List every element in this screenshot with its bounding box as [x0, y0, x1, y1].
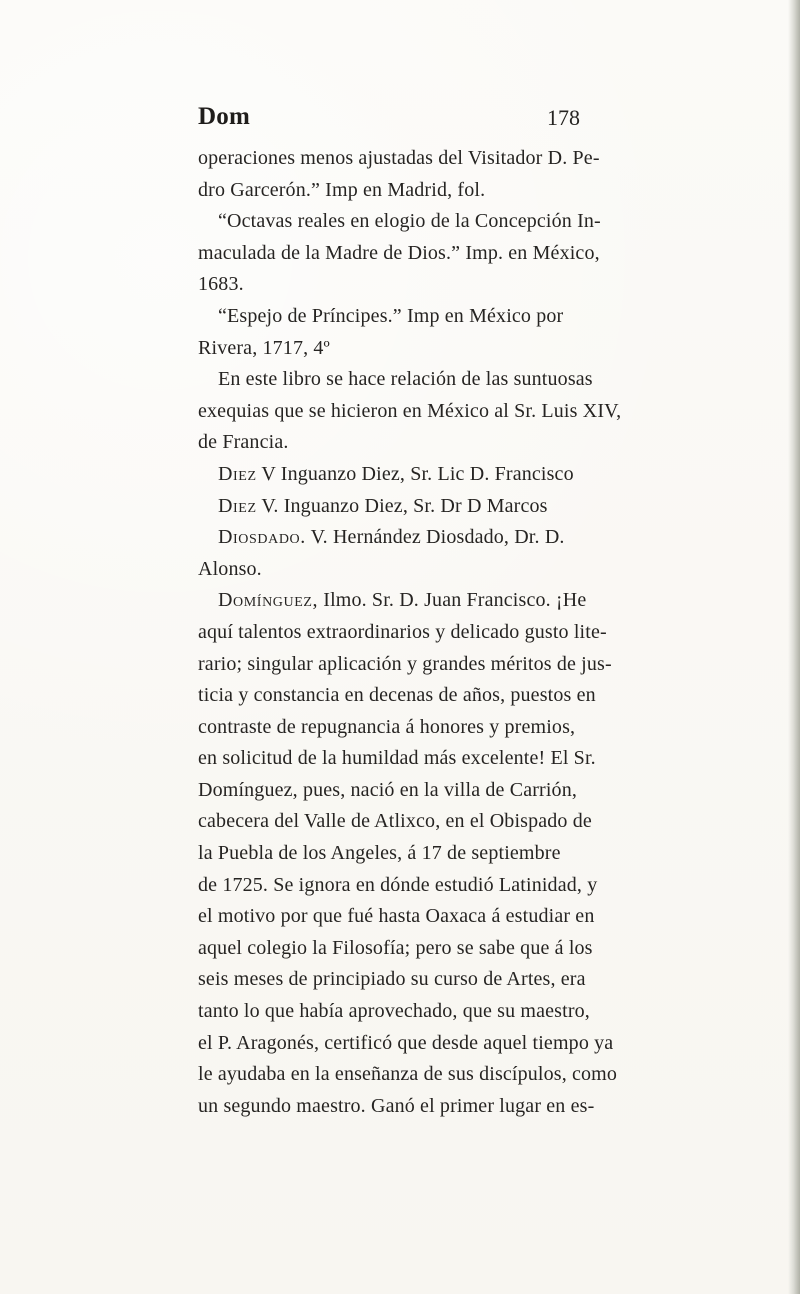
line-text: contraste de repugnancia á honores y premios, [198, 715, 576, 738]
line-text: aquí talentos extraordinarios y delicado gusto lite- [198, 620, 607, 643]
page-edge-shadow [788, 0, 800, 1294]
line-text: rario; singular aplicación y grandes méritos de jus- [198, 652, 612, 675]
entry-line [198, 459, 598, 491]
text-line [198, 933, 598, 965]
line-text: exequias que se hicieron en México al Sr. Luis XIV, [198, 399, 622, 422]
text-line [198, 1028, 614, 1060]
page-header [198, 103, 580, 143]
text-line [198, 269, 598, 301]
text-line [198, 964, 598, 996]
line-text: Rivera, 1717, 4º [198, 336, 330, 359]
entry-name: Diosdado. [218, 526, 306, 549]
line-text: le ayudaba en la enseñanza de sus discípulos, como [198, 1063, 618, 1086]
line-text: un segundo maestro. Ganó el primer lugar en es- [198, 1094, 595, 1117]
text-line [198, 143, 598, 175]
line-text: de Francia. [198, 431, 289, 454]
text-line [198, 649, 612, 681]
text-line [198, 206, 601, 238]
line-text: cabecera del Valle de Atlixco, en el Obispado de [198, 810, 592, 833]
line-text: seis meses de principiado su curso de Artes, era [198, 968, 586, 991]
entry-line [198, 585, 598, 617]
text-line [198, 996, 598, 1028]
line-text: maculada de la Madre de Dios.” Imp. en México, [198, 241, 600, 264]
line-text: el P. Aragonés, certificó que desde aquel tiempo ya [198, 1031, 614, 1054]
line-text: Domínguez, pues, nació en la villa de Carrión, [198, 778, 578, 801]
text-line [198, 301, 598, 333]
line-text: operaciones menos ajustadas del Visitador D. Pe- [198, 147, 600, 169]
line-text: ticia y constancia en decenas de años, puestos en [198, 684, 596, 707]
line-text: Alonso. [198, 557, 262, 580]
line-text: En este libro se hace relación de las suntuosas [218, 368, 593, 391]
text-line [198, 806, 598, 838]
line-text: tanto lo que había aprovechado, que su maestro, [198, 1000, 590, 1023]
entry-text: Ilmo. Sr. D. Juan Francisco. ¡He [318, 589, 587, 612]
text-line [198, 712, 598, 744]
text-line [198, 364, 598, 396]
line-text: dro Garcerón.” Imp en Madrid, fol. [198, 178, 486, 201]
line-text: de 1725. Se ignora en dónde estudió Latinidad, y [198, 873, 598, 896]
entry-text: V. Hernández Diosdado, Dr. D. [305, 526, 565, 549]
entry-line [198, 491, 598, 523]
running-head: Dom [198, 103, 250, 130]
text-line [198, 1091, 598, 1123]
line-text: la Puebla de los Angeles, á 17 de septiembre [198, 842, 561, 865]
entry-name: Domínguez, [218, 589, 319, 612]
text-line [198, 680, 598, 712]
line-text: en solicitud de la humildad más excelente! El Sr. [198, 747, 596, 770]
text-line [198, 617, 607, 649]
entry-text: V Inguanzo Diez, Sr. Lic D. Francisco [256, 462, 574, 485]
text-line [198, 743, 598, 775]
line-text: aquel colegio la Filosofía; pero se sabe que á los [198, 936, 593, 959]
body-text [198, 143, 622, 1122]
text-line [198, 427, 598, 459]
text-line [198, 396, 622, 428]
text-line [198, 238, 598, 270]
text-line [198, 870, 598, 902]
text-line [198, 838, 598, 870]
text-line [198, 333, 598, 365]
line-text: 1683. [198, 273, 244, 296]
text-line [198, 1059, 618, 1091]
line-text: “Octavas reales en elogio de la Concepción In- [218, 210, 601, 233]
entry-text: V. Inguanzo Diez, Sr. Dr D Marcos [256, 494, 548, 517]
entry-name: Diez [218, 462, 257, 485]
entry-name: Diez [218, 494, 257, 517]
text-line [198, 775, 598, 807]
line-text: “Espejo de Príncipes.” Imp en México por [218, 304, 564, 327]
line-text: el motivo por que fué hasta Oaxaca á estudiar en [198, 905, 595, 928]
entry-line [198, 522, 598, 554]
text-line [198, 554, 598, 586]
page-number: 178 [547, 105, 580, 130]
text-line [198, 901, 598, 933]
text-line [198, 175, 598, 207]
